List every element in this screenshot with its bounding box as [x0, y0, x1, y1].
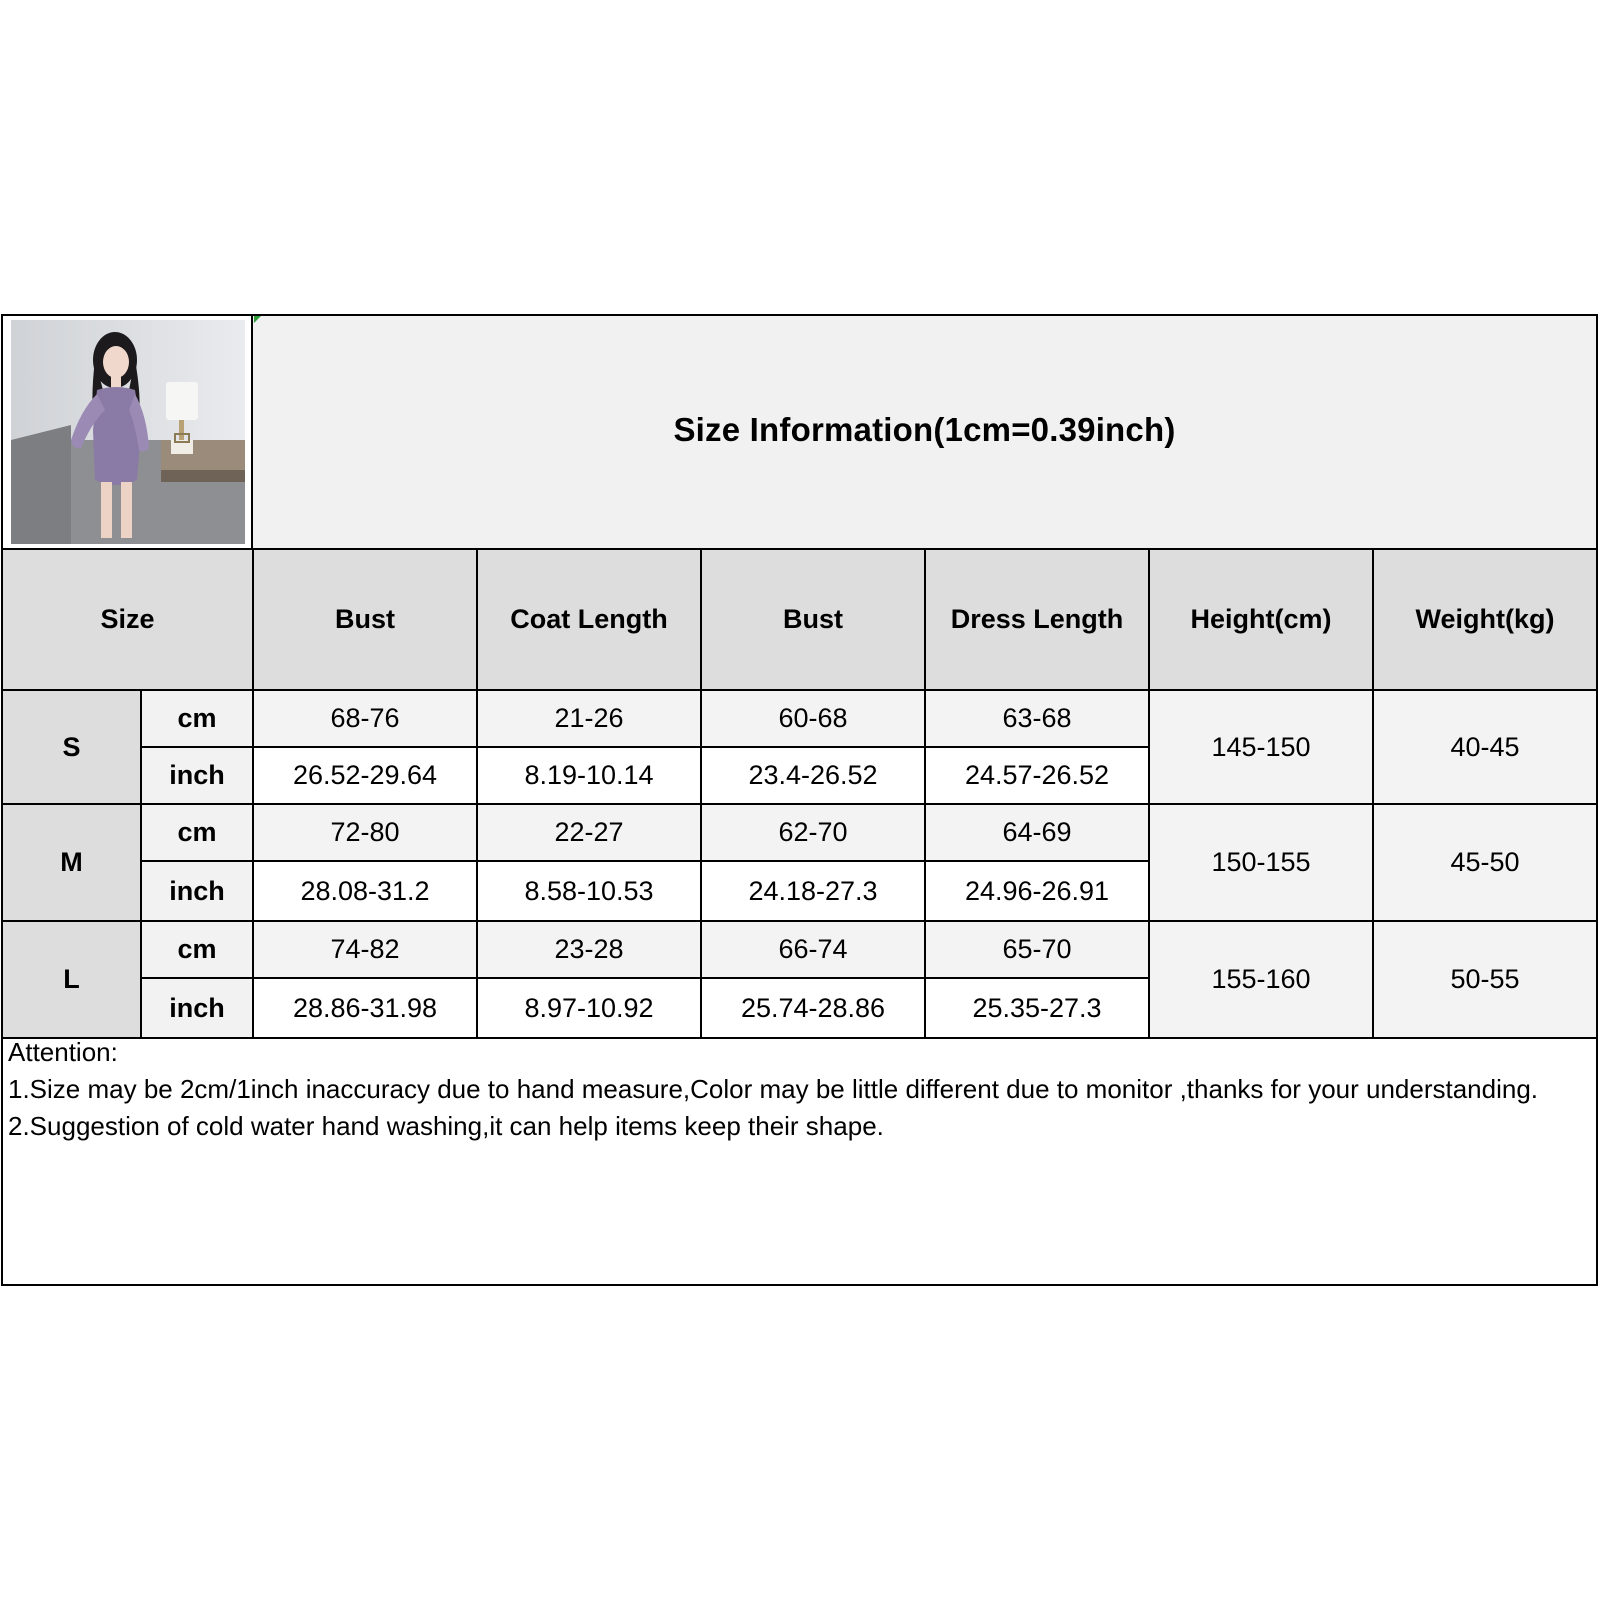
- table-cell: 23.4-26.52: [701, 747, 925, 804]
- size-chart: [1, 314, 1598, 1286]
- model-photo: [11, 320, 245, 544]
- table-row: [3, 690, 1596, 747]
- table-cell: 8.58-10.53: [477, 861, 701, 921]
- header-row: [3, 550, 1596, 690]
- table-cell: 23-28: [477, 921, 701, 978]
- weight-cell: 50-55: [1373, 921, 1596, 1038]
- height-cell: 145-150: [1149, 690, 1373, 804]
- table-row: [3, 804, 1596, 861]
- table-cell: 66-74: [701, 921, 925, 978]
- note-item: 2.Suggestion of cold water hand washing,it can help items keep their shape.: [8, 1111, 884, 1141]
- size-label: M: [3, 804, 141, 921]
- table-cell: 60-68: [701, 690, 925, 747]
- table-cell: 8.97-10.92: [477, 978, 701, 1038]
- column-header: Size: [3, 550, 253, 690]
- table-cell: 62-70: [701, 804, 925, 861]
- table-cell: 26.52-29.64: [253, 747, 477, 804]
- notes-heading: Attention:: [8, 1037, 118, 1067]
- table-cell: 74-82: [253, 921, 477, 978]
- table-cell: 24.18-27.3: [701, 861, 925, 921]
- table-cell: 28.08-31.2: [253, 861, 477, 921]
- unit-label: inch: [141, 747, 253, 804]
- column-header: Bust: [701, 550, 925, 690]
- size-label: S: [3, 690, 141, 804]
- page-title: Size Information(1cm=0.39inch): [673, 411, 1176, 448]
- table-cell: 65-70: [925, 921, 1149, 978]
- column-header: Dress Length: [925, 550, 1149, 690]
- table-cell: 22-27: [477, 804, 701, 861]
- size-label: L: [3, 921, 141, 1038]
- unit-label: inch: [141, 861, 253, 921]
- weight-cell: 40-45: [1373, 690, 1596, 804]
- unit-label: inch: [141, 978, 253, 1038]
- header-band: [3, 316, 1596, 550]
- table-cell: 72-80: [253, 804, 477, 861]
- column-header: Bust: [253, 550, 477, 690]
- attention-notes: [8, 1034, 1588, 1145]
- table-cell: 25.35-27.3: [925, 978, 1149, 1038]
- note-item: 1.Size may be 2cm/1inch inaccuracy due to hand measure,Color may be little different due to monitor ,thanks for your understanding.: [8, 1074, 1539, 1104]
- height-cell: 155-160: [1149, 921, 1373, 1038]
- table-cell: 68-76: [253, 690, 477, 747]
- unit-label: cm: [141, 921, 253, 978]
- column-header: Weight(kg): [1373, 550, 1596, 690]
- title-cell: [253, 316, 1596, 548]
- weight-cell: 45-50: [1373, 804, 1596, 921]
- height-cell: 150-155: [1149, 804, 1373, 921]
- table-cell: 21-26: [477, 690, 701, 747]
- table-cell: 24.57-26.52: [925, 747, 1149, 804]
- column-header: Height(cm): [1149, 550, 1373, 690]
- unit-label: cm: [141, 690, 253, 747]
- unit-label: cm: [141, 804, 253, 861]
- table-cell: 8.19-10.14: [477, 747, 701, 804]
- table-cell: 24.96-26.91: [925, 861, 1149, 921]
- table-cell: 63-68: [925, 690, 1149, 747]
- table-row: [3, 921, 1596, 978]
- size-table: [3, 550, 1596, 1039]
- cell-comment-marker-icon: [254, 316, 261, 323]
- table-cell: 25.74-28.86: [701, 978, 925, 1038]
- column-header: Coat Length: [477, 550, 701, 690]
- model-photo-icon: [11, 320, 245, 544]
- photo-cell: [3, 316, 253, 548]
- table-cell: 28.86-31.98: [253, 978, 477, 1038]
- table-cell: 64-69: [925, 804, 1149, 861]
